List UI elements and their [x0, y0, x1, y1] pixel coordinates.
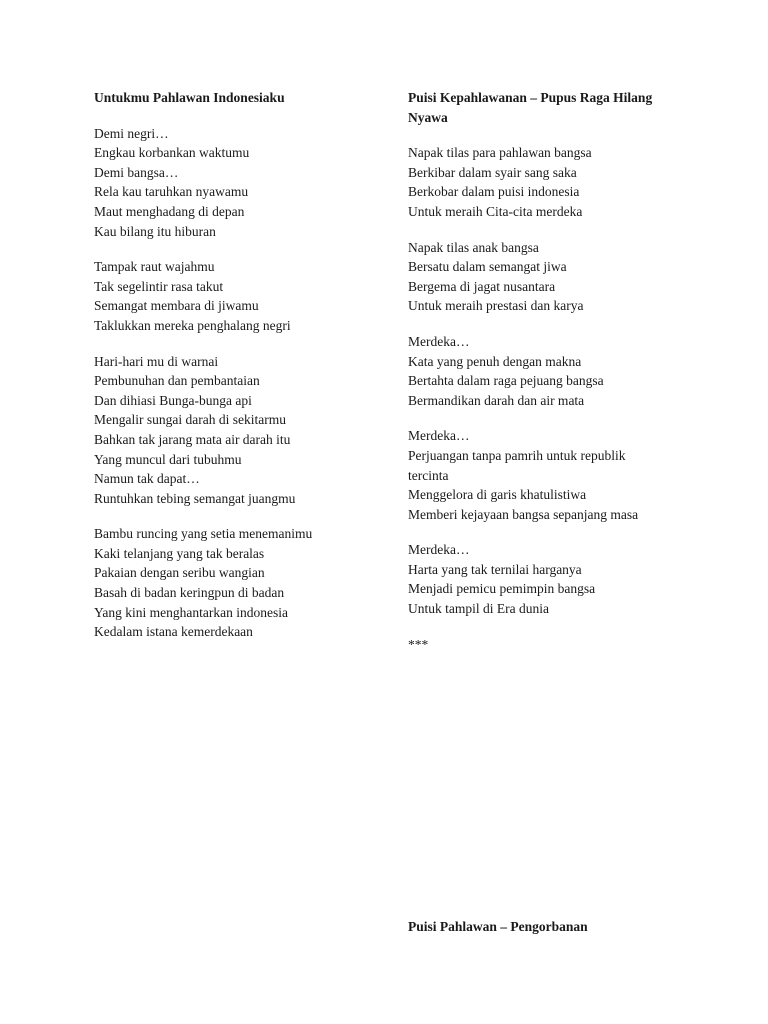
poem-line: Taklukkan mereka penghalang negri: [94, 317, 291, 333]
poem-line: Berkobar dalam puisi indonesia: [408, 184, 580, 200]
poem-line: Menggelora di garis khatulistiwa: [408, 487, 587, 503]
poem-line: Tak segelintir rasa takut: [94, 278, 224, 294]
poem-line: Tampak raut wajahmu: [94, 259, 215, 275]
stanza: [408, 143, 708, 221]
poem-line: Kau bilang itu hiburan: [94, 223, 216, 239]
poem-line: Untuk meraih prestasi dan karya: [408, 298, 584, 314]
section-separator: ***: [408, 636, 429, 652]
poem-line: Yang muncul dari tubuhmu: [94, 451, 242, 467]
poem-line: Rela kau taruhkan nyawamu: [94, 184, 249, 200]
stanza: [94, 352, 384, 509]
poem-line: Merdeka…: [408, 542, 470, 558]
poem-line: Berkibar dalam syair sang saka: [408, 164, 577, 180]
poem-line: Demi negri…: [94, 125, 169, 141]
poem-line: Dan dihiasi Bunga-bunga api: [94, 392, 252, 408]
poem-line: Untuk tampil di Era dunia: [408, 601, 549, 617]
poem-line: Demi bangsa…: [94, 164, 179, 180]
poem-line: Pakaian dengan seribu wangian: [94, 565, 265, 581]
poem-line: Bambu runcing yang setia menemanimu: [94, 526, 313, 542]
poem-line: Merdeka…: [408, 428, 470, 444]
stanza: [408, 332, 708, 410]
stanza: [94, 524, 384, 642]
poem-line: Memberi kejayaan bangsa sepanjang masa: [408, 506, 639, 522]
poem-line: Bahkan tak jarang mata air darah itu: [94, 431, 291, 447]
poem-line: Menjadi pemicu pemimpin bangsa: [408, 581, 596, 597]
right-poem: [408, 88, 708, 654]
poem-line: Yang kini menghantarkan indonesia: [94, 604, 288, 620]
poem-line: Napak tilas para pahlawan bangsa: [408, 145, 592, 161]
poem-line: Basah di badan keringpun di badan: [94, 585, 285, 601]
poem-line: Engkau korbankan waktumu: [94, 145, 250, 161]
poem-line: Maut menghadang di depan: [94, 203, 245, 219]
poem-line: Harta yang tak ternilai harganya: [408, 561, 582, 577]
poem-line: Perjuangan tanpa pamrih untuk republik tercinta: [408, 447, 626, 483]
stanza: [94, 124, 384, 242]
next-poem-title: Puisi Pahlawan – Pengorbanan: [408, 919, 588, 934]
poem-line: Napak tilas anak bangsa: [408, 239, 539, 255]
poem-line: Semangat membara di jiwamu: [94, 298, 259, 314]
poem-line: Bersatu dalam semangat jiwa: [408, 259, 567, 275]
poem-title: Puisi Kepahlawanan – Pupus Raga Hilang Nyawa: [408, 90, 653, 125]
poem-line: Pembunuhan dan pembantaian: [94, 373, 260, 389]
stanza: [408, 238, 708, 316]
poem-line: Merdeka…: [408, 333, 470, 349]
poem-title: Untukmu Pahlawan Indonesiaku: [94, 90, 285, 105]
poem-line: Mengalir sungai darah di sekitarmu: [94, 412, 286, 428]
stanza: [408, 540, 708, 618]
stanza: [94, 257, 384, 335]
stanza: [408, 426, 708, 524]
poem-line: Hari-hari mu di warnai: [94, 353, 219, 369]
poem-line: Bermandikan darah dan air mata: [408, 392, 585, 408]
poem-line: Bertahta dalam raga pejuang bangsa: [408, 373, 604, 389]
poem-line: Kedalam istana kemerdekaan: [94, 624, 253, 640]
poem-line: Runtuhkan tebing semangat juangmu: [94, 490, 296, 506]
poem-line: Namun tak dapat…: [94, 471, 200, 487]
left-poem: [94, 88, 384, 658]
poem-line: Kaki telanjang yang tak beralas: [94, 545, 265, 561]
poem-line: Kata yang penuh dengan makna: [408, 353, 582, 369]
poem-line: Bergema di jagat nusantara: [408, 278, 556, 294]
poem-line: Untuk meraih Cita-cita merdeka: [408, 203, 583, 219]
